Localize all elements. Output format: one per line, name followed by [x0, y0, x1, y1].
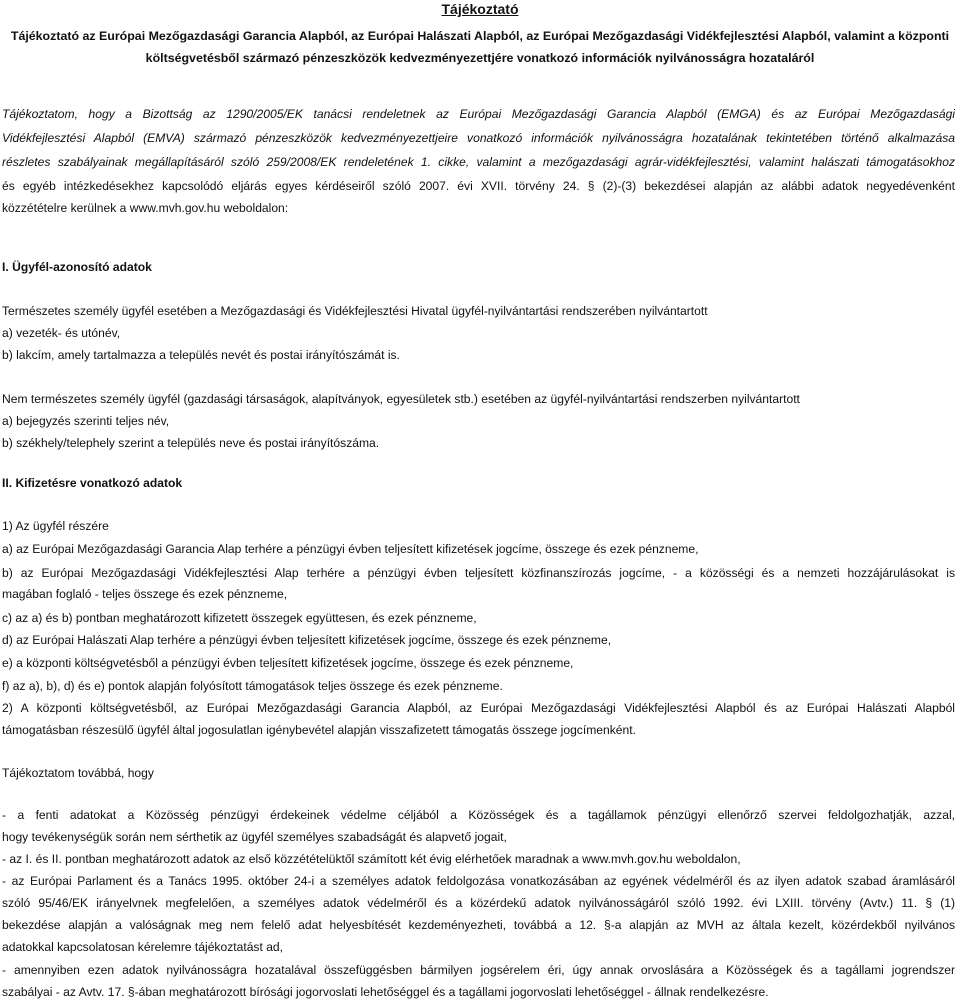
list-item: e) a központi költségvetésből a pénzügyi évben teljesített kifizetések jogcíme, összege és ezek pénzneme, — [2, 656, 574, 670]
list-item: 2) A központi költségvetésből, az Európai Mezőgazdasági Garancia Alapból, az Európai Mezőgazdasági Vidékfejlesztési Alapból és az Európai Halászati Alapból — [2, 701, 955, 715]
list-item: támogatásban részesülő ügyfél által jogosulatlan igénybevétel alapján visszafizetett támogatás összege jogcímenként. — [2, 723, 636, 737]
list-item: a) vezeték- és utónév, — [2, 326, 121, 340]
list-item: f) az a), b), d) és e) pontok alapján folyósított támogatások teljes összege és ezek pénzneme. — [2, 679, 503, 693]
section-heading: II. Kifizetésre vonatkozó adatok — [2, 476, 183, 490]
intro-line: és egyéb intézkedésekhez kapcsolódó eljárás egyes kérdéseiről szóló 2007. évi XVII. törvény 24. § (2)-(3) bekezdései alapján az alábbi adatok negyedévenként — [2, 179, 955, 193]
list-item: b) lakcím, amely tartalmazza a település nevét és postai irányítószámát is. — [2, 348, 400, 362]
paragraph-line: - a fenti adatokat a Közösség pénzügyi érdekeinek védelme céljából a Közösségek és a tagállamok pénzügyi ellenőrző szervei feldolgozhatják, azzal, — [2, 808, 955, 822]
intro-line: Vidékfejlesztési Alapból (EMVA) származó pénzeszközök kedvezményezettjeire vonatkozó információk nyilvánosságra hozatalának tekintetében történő alkalmazása — [2, 131, 955, 145]
intro-line: részletes szabályainak megállapításáról szóló 259/2008/EK rendeletének 1. cikke, valamint a mezőgazdasági agrár-vidékfejlesztési, valamint halászati támogatásokhoz — [2, 155, 955, 169]
paragraph-line: Természetes személy ügyfél esetében a Mezőgazdasági és Vidékfejlesztési Hivatal ügyfél-nyilvántartási rendszerében nyilvántartott — [2, 304, 708, 318]
paragraph-line: - amennyiben ezen adatok nyilvánosságra hozatalával összefüggésben bármilyen jogsérelem éri, úgy annak orvoslására a Közösségek és a tagállami jogrendszer — [2, 963, 955, 977]
document-title: Tájékoztató — [441, 1, 519, 17]
list-item: b) az Európai Mezőgazdasági Vidékfejlesztési Alap terhére a pénzügyi évben teljesített közfinanszírozás jogcíme, - a közösségi és a nemzeti hozzájárulásokat is — [2, 566, 955, 580]
section-heading: I. Ügyfél-azonosító adatok — [2, 260, 152, 274]
paragraph-line: szabályai - az Avtv. 17. §-ában meghatározott bírósági jogorvoslati lehetőséggel és a tagállami jogorvoslati lehetőséggel - állnak rendelkezésre. — [2, 985, 769, 999]
intro-line: Tájékoztatom, hogy a Bizottság az 1290/2005/EK tanácsi rendeletnek az Európai Mezőgazdasági Garancia Alapból (EMGA) és az Európai Mezőgazdasági — [2, 107, 955, 121]
subsection-label: 1) Az ügyfél részére — [2, 519, 109, 533]
paragraph-line: - az Európai Parlament és a Tanács 1995. október 24-i a személyes adatok feldolgozása vonatkozásában az egyének védelméről és az ilyen adatok szabad áramlásáról — [2, 874, 955, 888]
list-item: d) az Európai Halászati Alap terhére a pénzügyi évben teljesített kifizetések jogcíme, összege és ezek pénzneme, — [2, 633, 612, 647]
paragraph-line: - az I. és II. pontban meghatározott adatok az első közzétételüktől számított két évig elérhetőek maradnak a www.mvh.gov.hu weboldalon, — [2, 852, 741, 866]
paragraph-line: hogy tevékenységük során nem sérthetik az ügyfél személyes szabadságát és alapvető jogait, — [2, 830, 507, 844]
paragraph-line: adatokkal kapcsolatosan kérelemre tájékoztatást ad, — [2, 940, 284, 954]
intro-line: közzétételre kerülnek a www.mvh.gov.hu weboldalon: — [2, 201, 289, 215]
paragraph-line: Tájékoztatom továbbá, hogy — [2, 766, 154, 780]
paragraph-line: Nem természetes személy ügyfél (gazdasági társaságok, alapítványok, egyesületek stb.) esetében az ügyfél-nyilvántartási rendszerben nyilvántartott — [2, 392, 800, 406]
document-subtitle: Tájékoztató az Európai Mezőgazdasági Garancia Alapból, az Európai Halászati Alapból, az Európai Mezőgazdasági Vidékfejlesztési Alapból, valamint a központi költségvetésből származó pénzeszközök kedvezményezettjére vonatkozó információk nyilvánosságra hozataláról — [10, 29, 950, 65]
list-item: magában foglaló - teljes összege és ezek pénzneme, — [2, 587, 288, 601]
list-item: b) székhely/telephely szerint a település neve és postai irányítószáma. — [2, 436, 380, 450]
paragraph-line: bekezdése alapján a valóságnak meg nem felelő adat helyesbítését kezdeményezheti, továbbá a 12. §-a alapján az MVH az általa kezelt, közérdekből nyilvános — [2, 918, 955, 932]
paragraph-line: szóló 95/46/EK irányelvnek megfelelően, a személyes adatok védelméről és a közérdekű adatok nyilvánosságáról szóló 1992. évi LXIII. törvény (Avtv.) 11. § (1) — [2, 896, 955, 910]
list-item: a) bejegyzés szerinti teljes név, — [2, 414, 170, 428]
list-item: a) az Európai Mezőgazdasági Garancia Alap terhére a pénzügyi évben teljesített kifizetések jogcíme, összege és ezek pénzneme, — [2, 542, 699, 556]
list-item: c) az a) és b) pontban meghatározott kifizetett összegek együttesen, és ezek pénzneme, — [2, 611, 477, 625]
